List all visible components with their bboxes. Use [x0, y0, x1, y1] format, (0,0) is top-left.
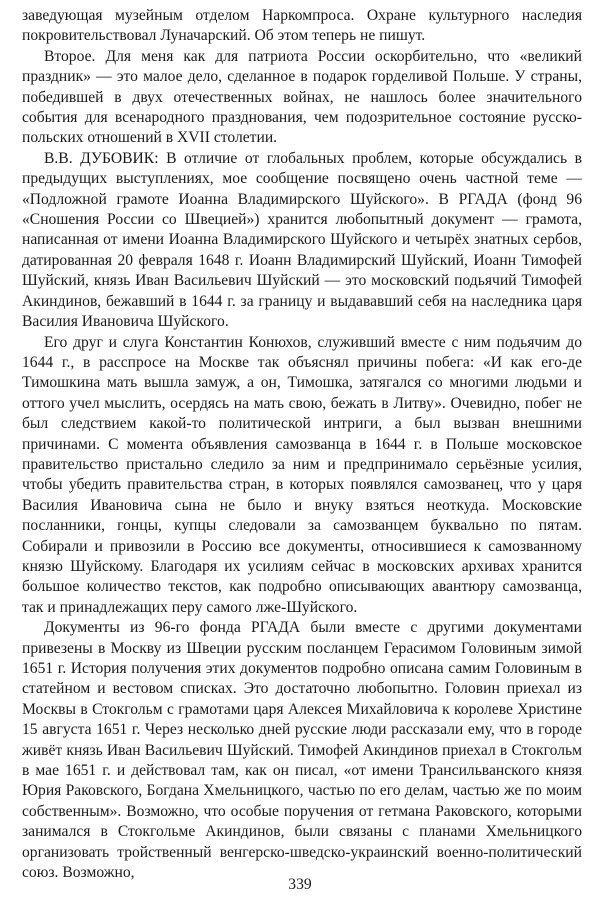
page-number: 339: [288, 876, 312, 893]
paragraph-continuation: заведующая музейным отделом Наркомпроса. Охране культурного наследия покровительствовал Луначарский. Об этом теперь не пишут.: [22, 7, 582, 45]
paragraph-documents: Документы из 96-го фонда РГАДА были вместе с другими документами привезены в Москву из Швеции русским посланцем Герасимом Головиным зимой 1651 г. История получения этих документов подробно описана самим Головиным в статейном и вестовом списках. Это достаточно любопытно. Головин приехал из Москвы в Стокгольм с грамотами царя Алексея Михайловича к королеве Христине 15 августа 1651 г. Через несколько дней русские люди рассказали ему, что в городе живёт князь Иван Васильевич Шуйский. Тимофей Акиндинов приехал в Стокгольм в мае 1651 г. и действовал там, как он писал, «от имени Трансильванского князя Юрия Раковского, Богдана Хмельницкого, частью по его делам, частью же по моим собственным». Возможно, что особые поручения от гетмана Раковского, которыми занимался в Стокгольме Акиндинов, были связаны с планами Хмельницкого организовать тройственный венгерско-шведско-украинский военно-политический союз. Возможно,: [22, 619, 582, 882]
paragraph-dubovik: В.В. ДУБОВИК: В отличие от глобальных проблем, которые обсуждались в предыдущих выступлениях, мое сообщение посвящено очень частной теме — «Подложной грамоте Иоанна Владимирского Шуйского». В РГАДА (фонд 96 «Сношения России со Швецией») хранится любопытный документ — грамота, написанная от имени Иоанна Владимирского Шуйского и четырёх знатных сербов, датированная 20 февраля 1648 г. Иоанн Владимирский Шуйский, Иоанн Тимофей Шуйский, князь Иван Васильевич Шуйский — это московский подьячий Тимофей Акиндинов, бежавший в 1644 г. за границу и выдававший себя на наследника царя Василия Ивановича Шуйского.: [22, 149, 582, 331]
page-body: [22, 6, 582, 883]
paragraph-second: Второе. Для меня как для патриота России оскорбительно, что «великий праздник» — это малое дело, сделанное в подарок горделивой Польше. У страны, победившей в двух отечественных войнах, не нашлось более значительного события для всенародного празднования, чем подозрительное состояние русско-польских отношений в XVII столетии.: [22, 47, 582, 147]
paragraph-konyukhov: Его друг и слуга Константин Конюхов, служивший вместе с ним подьячим до 1644 г., в расспросе на Москве так объяснял причины побега: «И как его-де Тимошкина мать вышла замуж, а он, Тимошка, затягался со многими людьми и оттого учел мыслить, осердясь на мать свою, бежать в Литву». Очевидно, побег не был следствием какой-то политической интриги, а был вызван внешними причинами. С момента объявления самозванца в 1644 г. в Польше московское правительство пристально следило за ним и предпринимало серьёзные усилия, чтобы убедить правительства стран, в которых появлялся самозванец, что у царя Василия Ивановича сына не было и внуку взяться неоткуда. Московские посланники, гонцы, купцы следовали за самозванцем буквально по пятам. Собирали и привозили в Россию все документы, относившиеся к самозванному князю Шуйскому. Благодаря их усилиям сейчас в московских архивах хранится большое количество текстов, как подробно описывающих авантюру самозванца, так и принадлежащих перу самого лже-Шуйского.: [22, 333, 582, 616]
